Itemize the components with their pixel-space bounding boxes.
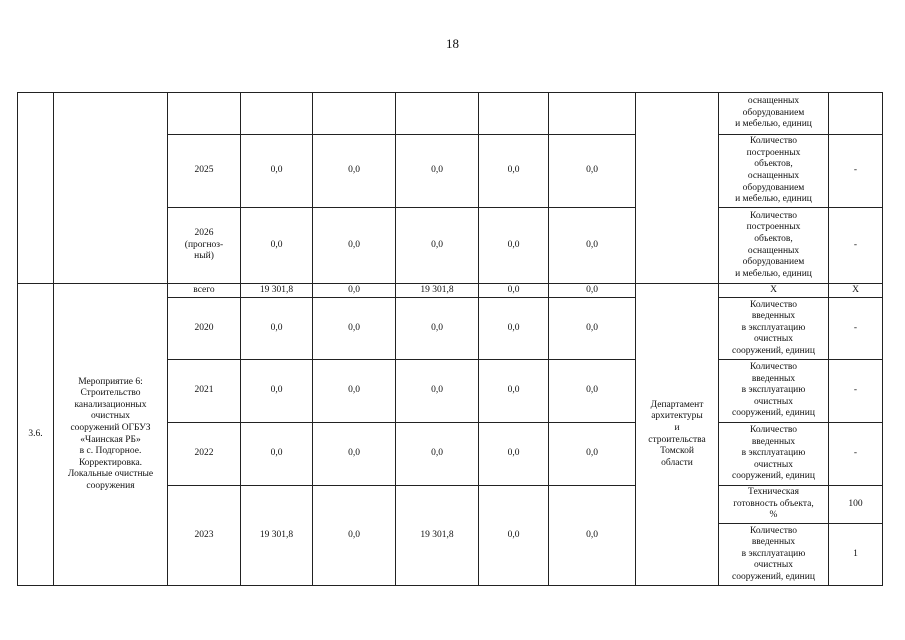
table-row (18, 93, 883, 135)
federal-value (313, 93, 396, 135)
target-value-cell: - (829, 135, 883, 208)
table-body (18, 93, 883, 586)
target-value-cell: - (829, 360, 883, 423)
total-value: 19 301,8 (241, 284, 313, 298)
extra-value: 0,0 (549, 208, 636, 284)
extra-value: 0,0 (549, 298, 636, 360)
regional-value: 19 301,8 (396, 486, 479, 586)
local-value: 0,0 (479, 208, 549, 284)
local-value: 0,0 (479, 423, 549, 486)
indicator-cell: оснащенных оборудованием и мебелью, единиц (719, 93, 829, 135)
target-value-cell: 1 (829, 524, 883, 586)
indicator-cell: Количество введенных в эксплуатацию очистных сооружений, единиц (719, 524, 829, 586)
local-value: 0,0 (479, 486, 549, 586)
year-cell: 2021 (168, 360, 241, 423)
regional-value: 0,0 (396, 423, 479, 486)
regional-value: 0,0 (396, 135, 479, 208)
total-value: 0,0 (241, 423, 313, 486)
federal-value: 0,0 (313, 298, 396, 360)
local-value (479, 93, 549, 135)
target-value-cell (829, 93, 883, 135)
year-cell: 2020 (168, 298, 241, 360)
federal-value: 0,0 (313, 208, 396, 284)
regional-value: 19 301,8 (396, 284, 479, 298)
regional-value (396, 93, 479, 135)
local-value: 0,0 (479, 298, 549, 360)
page-number: 18 (446, 36, 459, 51)
target-value-cell: - (829, 423, 883, 486)
year-cell: 2026 (прогноз- ный) (168, 208, 241, 284)
federal-value: 0,0 (313, 135, 396, 208)
indicator-cell: Количество введенных в эксплуатацию очистных сооружений, единиц (719, 423, 829, 486)
year-cell (168, 93, 241, 135)
regional-value: 0,0 (396, 360, 479, 423)
local-value: 0,0 (479, 360, 549, 423)
federal-value: 0,0 (313, 486, 396, 586)
department-cell (636, 93, 719, 284)
measure-name-cell: Мероприятие 6: Строительство канализационных очистных сооружений ОГБУЗ «Чаинская РБ» в с. Подгорное. Корректировка. Локальные очистные сооружения (54, 284, 168, 586)
extra-value (549, 93, 636, 135)
extra-value: 0,0 (549, 360, 636, 423)
table-row (18, 284, 883, 298)
year-cell: 2025 (168, 135, 241, 208)
total-value: 0,0 (241, 298, 313, 360)
indicator-cell: Техническая готовность объекта, % (719, 486, 829, 524)
extra-value: 0,0 (549, 135, 636, 208)
regional-value: 0,0 (396, 208, 479, 284)
indicator-cell: X (719, 284, 829, 298)
row-number-cell: 3.6. (18, 284, 54, 586)
indicator-cell: Количество построенных объектов, оснащенных оборудованием и мебелью, единиц (719, 208, 829, 284)
year-cell: всего (168, 284, 241, 298)
row-number-cell (18, 93, 54, 284)
indicator-cell: Количество введенных в эксплуатацию очистных сооружений, единиц (719, 360, 829, 423)
total-value (241, 93, 313, 135)
total-value: 0,0 (241, 135, 313, 208)
indicator-cell: Количество построенных объектов, оснащенных оборудованием и мебелью, единиц (719, 135, 829, 208)
year-cell: 2022 (168, 423, 241, 486)
target-value-cell: X (829, 284, 883, 298)
federal-value: 0,0 (313, 423, 396, 486)
local-value: 0,0 (479, 284, 549, 298)
indicator-cell: Количество введенных в эксплуатацию очистных сооружений, единиц (719, 298, 829, 360)
federal-value: 0,0 (313, 284, 396, 298)
extra-value: 0,0 (549, 486, 636, 586)
total-value: 0,0 (241, 360, 313, 423)
extra-value: 0,0 (549, 284, 636, 298)
extra-value: 0,0 (549, 423, 636, 486)
regional-value: 0,0 (396, 298, 479, 360)
target-value-cell: - (829, 298, 883, 360)
year-cell: 2023 (168, 486, 241, 586)
federal-value: 0,0 (313, 360, 396, 423)
target-value-cell: 100 (829, 486, 883, 524)
target-value-cell: - (829, 208, 883, 284)
local-value: 0,0 (479, 135, 549, 208)
program-table (17, 92, 883, 586)
total-value: 19 301,8 (241, 486, 313, 586)
measure-name-cell (54, 93, 168, 284)
total-value: 0,0 (241, 208, 313, 284)
department-cell: Департамент архитектуры и строительства Томской области (636, 284, 719, 586)
